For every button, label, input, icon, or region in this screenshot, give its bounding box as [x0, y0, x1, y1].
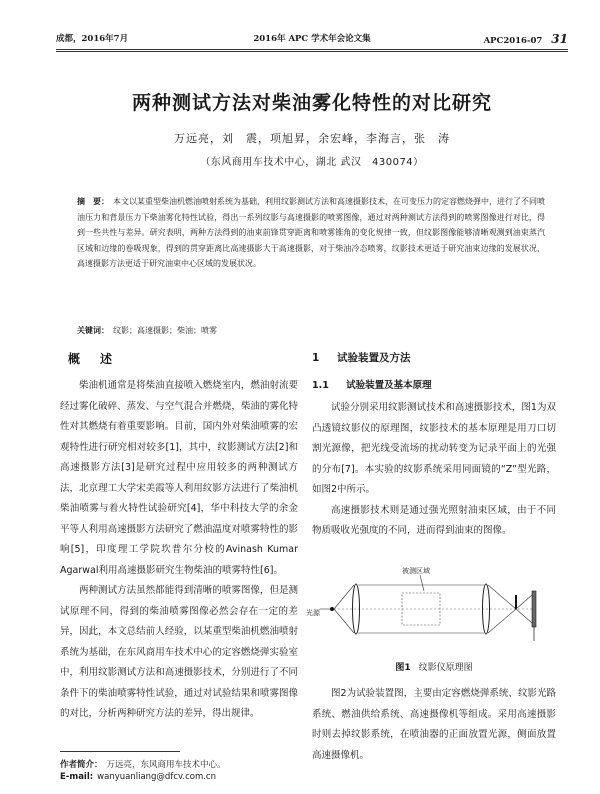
footnote-email — [60, 772, 216, 782]
section-heading-overview: 概 述 — [68, 352, 117, 366]
section-title: 试验装置及方法 — [336, 352, 411, 364]
abstract-text: 本文以某重型柴油机燃油喷射系统为基础，利用纹影测试方法和高速摄影技术，在可变压力的定容燃烧弹中，进行了不同喷油压力和背景压力下柴油雾化特性试验，得出一系列纹影与高速摄影的喷雾图像，通过对两种测试方法得到的喷雾图像进行对比，得到一些共性与差异。研究表明，两种方法得到的油束前锋贯穿距离和喷雾锥角的变化规律一致，但纹影图像能够清晰观测到油束蒸汽区域和边缘的卷吸现象，得到的贯穿距离比高速摄影大于高速摄影，对于柴油冷态喷雾，纹影技术更适于研究油束边缘的发展状况，高速摄影方法更适于研究油束中心区域的发展状况。 — [77, 197, 545, 268]
header-page-number: 31 — [551, 32, 568, 46]
method-paragraph: 高速摄影技术则是通过强光照射油束区域，由于不同物质吸收光强度的不同，进而得到油束的图像。 — [312, 504, 556, 536]
figure-number: 图1 — [395, 663, 411, 673]
figure-label-light-source: 光源 — [306, 609, 320, 617]
abstract-label: 摘 要： — [77, 197, 109, 206]
header-rule-bottom — [56, 51, 568, 52]
figure-label-test-area: 被测区域 — [402, 567, 430, 575]
left-column-body — [60, 376, 298, 725]
figure-1-caption — [312, 660, 556, 673]
keywords — [77, 325, 545, 336]
footnote-author — [60, 758, 226, 770]
footnote-author-label: 作者简介： — [60, 760, 103, 770]
recording-screen — [532, 591, 536, 627]
footnote-email-label: E-mail: — [60, 772, 94, 782]
figure-caption-text: 纹影仪原理图 — [418, 663, 473, 673]
ray-diverging — [334, 585, 354, 609]
header-paper-code: APC2016-07 — [483, 36, 543, 46]
ray-to-screen — [516, 595, 532, 609]
keywords-label: 关键词： — [77, 326, 109, 335]
figure-1 — [306, 565, 548, 645]
paper-authors: 万远亮，刘 震，项旭昇，余宏峰，李海言，张 涛 — [174, 132, 450, 145]
paper-affiliation: （东风商用车技术中心，湖北 武汉 430074） — [200, 157, 424, 168]
header-proceedings-title: 2016年 APC 学术年会论文集 — [253, 34, 371, 44]
footnote-rule — [60, 751, 180, 752]
ray-converging — [488, 585, 516, 609]
method-paragraph: 试验分别采用纹影测试技术和高速摄影技术，图1为双凸透镜纹影仪的原理图，纹影技术的基本原理是用刀口切割光源像，把光线受流场的扰动转变为记录平面上的光强的分布[7]。本实验的纹影系统采用同面镜的“Z”型光路，如图2中所示。 — [312, 402, 556, 495]
subsection-heading-1-1 — [312, 377, 432, 391]
header-rule-top — [56, 49, 568, 50]
leader-line — [420, 575, 424, 591]
header-right — [484, 32, 568, 46]
header-location-date: 成都，2016年7月 — [56, 34, 129, 44]
section-number: 1 — [312, 352, 320, 364]
subsection-title: 试验装置及基本原理 — [346, 380, 432, 391]
keywords-text: 纹影；高速摄影；柴油；喷雾 — [113, 326, 217, 335]
method-paragraph: 图2为试验装置图，主要由定容燃烧弹系统、纹影光路系统、燃油供给系统、高速摄像机等组成。采用高速摄影时则去掉纹影系统，在喷油器的正面放置光源，侧面放置高速摄像机。 — [312, 688, 556, 761]
overview-paragraph: 两种测试方法虽然都能得到清晰的喷雾图像，但是测试原理不同，得到的柴油喷雾图像必然会存在一定的差异，因此，本文总结前人经验，以某重型柴油机燃油喷射系统为基础，在东风商用车技术中心的定容燃烧弹实验室中，利用纹影测试方法和高速摄影技术，分别进行了不同条件下的柴油喷雾特性试验，通过对试验结果和喷雾图像的对比，分析两种研究方法的差异，得出规律。 — [60, 585, 298, 719]
ray-converging — [488, 609, 516, 633]
section-heading-1 — [312, 350, 410, 365]
subsection-number: 1.1 — [312, 380, 329, 391]
running-header — [56, 30, 568, 48]
light-source-point — [330, 607, 334, 611]
paper-title: 两种测试方法对柴油雾化特性的对比研究 — [131, 92, 492, 114]
knife-edge — [515, 595, 517, 609]
ray-diverging — [334, 609, 354, 633]
footnote-email-address: wanyuanliang@dfcv.com.cn — [97, 772, 216, 782]
overview-paragraph: 柴油机通常是将柴油直接喷入燃烧室内，燃油射流要经过雾化破碎、蒸发、与空气混合并燃烧，柴油的雾化特性对其燃烧有着重要影响。目前，国内外对柴油喷雾的宏观特性进行研究相对较多[1]，其中，纹影测试方法[2]和高速摄影方法[3]是研究过程中应用较多的两种测试方法，北京理工大学宋美霞等人利用纹影方法进行了柴油机柴油喷雾与着火特性试验研究[4]，华中科技大学的余金平等人利用高速摄影方法研究了燃油温度对喷雾特性的影响[5]，印度理工学院坎普尔分校的Avinash Kumar Agarwal利用高速摄影研究生物柴油的喷雾特性[6]。 — [60, 380, 298, 576]
abstract — [77, 194, 545, 272]
ray-to-screen — [516, 609, 532, 623]
right-column-body-continued — [312, 684, 556, 766]
right-column-body — [312, 398, 556, 542]
schlieren-diagram — [306, 565, 548, 645]
footnote-author-text: 万远亮，东风商用车技术中心。 — [106, 760, 226, 770]
